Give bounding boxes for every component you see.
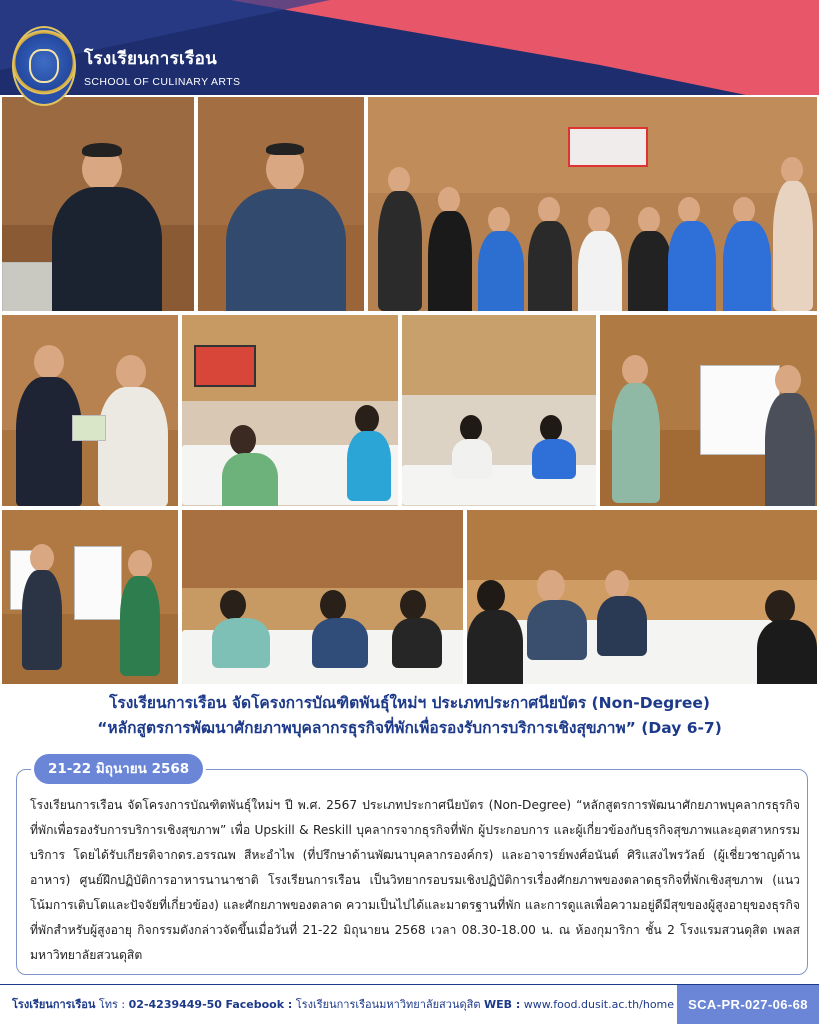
photo-table-group	[465, 508, 819, 686]
brand-block	[12, 26, 240, 106]
brand-name-english: SCHOOL OF CULINARY ARTS	[84, 75, 241, 88]
headline-line-1: โรงเรียนการเรือน จัดโครงการบัณฑิตพันธุ์ใหม่ฯ ประเภทประกาศนียบัตร (Non-Degree)	[109, 694, 710, 712]
footer-web-label: WEB :	[483, 998, 521, 1011]
footer-facebook: โรงเรียนการเรือนมหาวิทยาลัยสวนดุสิต	[295, 998, 481, 1011]
footer-tel: 02-4239449-50	[128, 998, 222, 1011]
footer-org: โรงเรียนการเรือน	[12, 998, 96, 1011]
document-code: SCA-PR-027-06-68	[677, 985, 819, 1024]
photo-lecture-room	[180, 313, 400, 508]
photo-award	[0, 313, 180, 508]
footer-facebook-label: Facebook :	[225, 998, 293, 1011]
date-badge: 21-22 มิถุนายน 2568	[34, 754, 203, 784]
footer-web: www.food.dusit.ac.th/home	[523, 998, 675, 1011]
headline	[0, 692, 819, 739]
photo-group	[366, 95, 819, 313]
photo-participants	[400, 313, 598, 508]
photo-speaker-mic	[196, 95, 366, 313]
brand-name-thai: โรงเรียนการเรือน	[84, 48, 218, 69]
university-seal-icon	[12, 26, 76, 106]
footer-tel-label: โทร :	[98, 998, 126, 1011]
photo-flipchart	[598, 313, 819, 508]
photo-workshop	[180, 508, 465, 686]
photo-speaker-podium	[0, 95, 196, 313]
article-body: โรงเรียนการเรือน จัดโครงการบัณฑิตพันธุ์ใหม่ฯ ปี พ.ศ. 2567 ประเภทประกาศนียบัตร (Non-Degree) “หลักสูตรการพัฒนาศักยภาพบุคลากรธุรกิจที่พักเพื่อรองรับการบริการเชิงสุขภาพ” เพื่อ Upskill & Reskill บุคลากรจากธุรกิจที่พัก ผู้ประกอบการ และผู้เกี่ยวข้องกับธุรกิจสุขภาพและอุตสาหกรรมบริการ โดยได้รับเกียรติจากดร.อรรณพ สีหะอำไพ (ที่ปรึกษาด้านพัฒนาบุคลากรองค์กร) และอาจารย์พงศ์อนันต์ ศิริแสงไพรวัลย์ (ผู้เชี่ยวชาญด้านอาหาร) ศูนย์ฝึกปฏิบัติการอาหารนานาชาติ โรงเรียนการเรือน เป็นวิทยากรอบรมเชิงปฏิบัติการเรื่องศักยภาพของตลาดธุรกิจที่พักเชิงสุขภาพ (แนวโน้มการเติบโตและปัจจัยที่เกี่ยวข้อง) และศักยภาพของตลาด ความเป็นไปได้และมาตรฐานที่พัก และการดูแลเพื่อความอยู่ดีมีสุขของผู้สูงอายุของธุรกิจที่พักสำหรับผู้สูงอายุ กิจกรรมดังกล่าวจัดขึ้นเมื่อวันที่ 21-22 มิถุนายน 2568 เวลา 08.30-18.00 น. ณ ห้องกุมาริกา ชั้น 2 โรงแรมสวนดุสิต เพลส มหาวิทยาลัยสวนดุสิต	[30, 798, 800, 962]
headline-line-2: “หลักสูตรการพัฒนาศักยภาพบุคลากรธุรกิจที่พักเพื่อรองรับการบริการเชิงสุขภาพ” (Day 6-7)	[97, 719, 722, 737]
photo-presenters	[0, 508, 180, 686]
footer-contact	[12, 995, 674, 1013]
